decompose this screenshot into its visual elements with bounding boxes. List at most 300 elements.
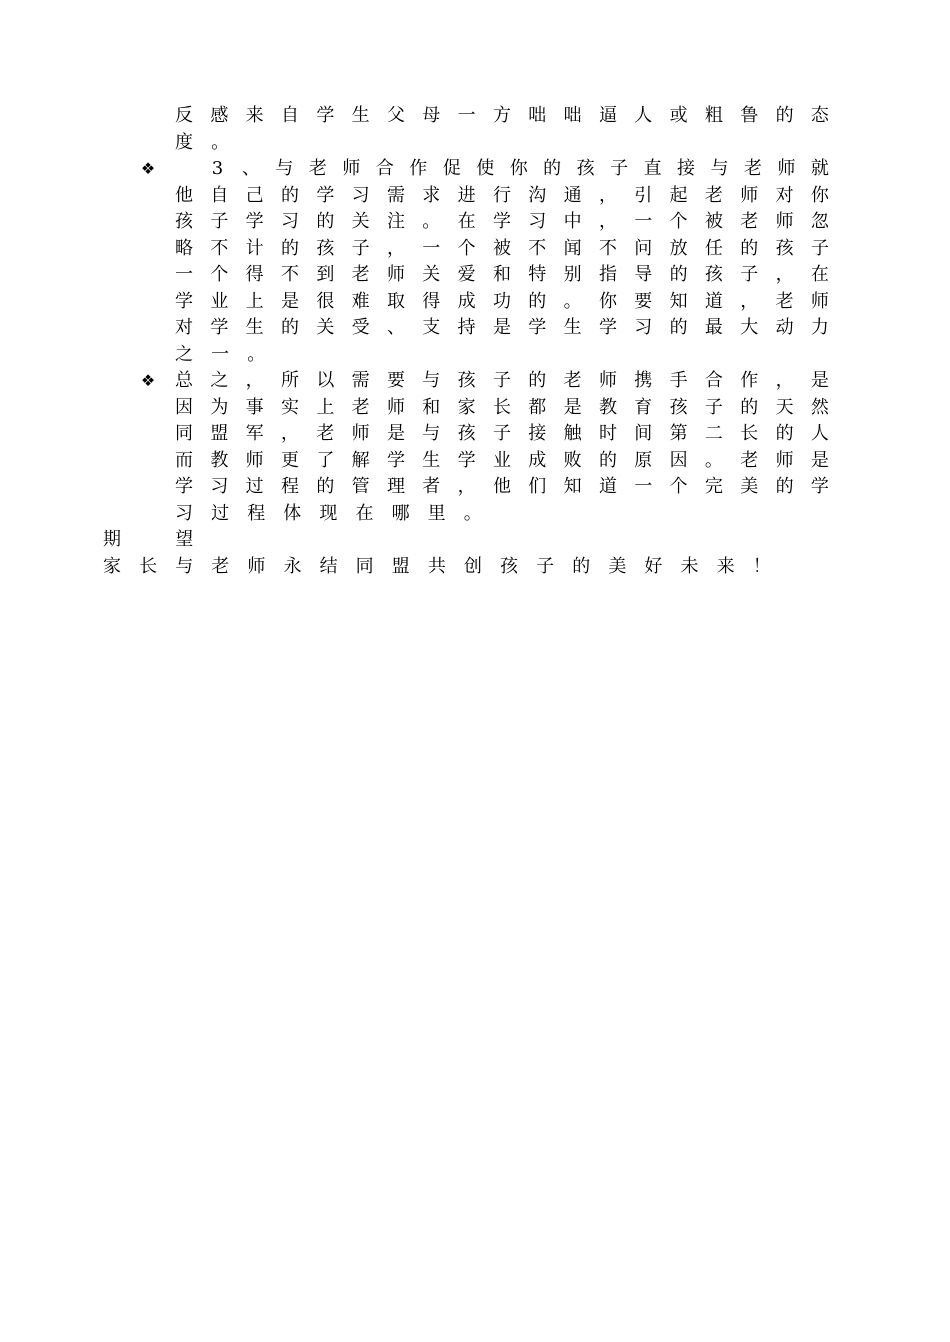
glyph: 他 — [175, 184, 193, 206]
glyph: 鲁 — [740, 105, 759, 126]
text-line — [175, 156, 829, 183]
glyph: 自 — [210, 184, 229, 206]
glyph: 难 — [351, 290, 370, 312]
text-line — [175, 183, 829, 210]
glyph: 得 — [245, 264, 264, 285]
glyph: 来 — [716, 555, 735, 577]
glyph: 上 — [245, 290, 264, 312]
glyph: 促 — [442, 158, 461, 179]
glyph: 未 — [680, 555, 699, 577]
glyph: 到 — [316, 264, 335, 285]
closing-section — [103, 527, 803, 580]
glyph: 师 — [351, 423, 370, 444]
glyph: 你 — [598, 290, 617, 312]
glyph: 子 — [704, 396, 723, 418]
glyph: 师 — [245, 449, 264, 471]
glyph: 学 — [386, 449, 405, 471]
glyph: 天 — [775, 396, 794, 418]
glyph: 学 — [210, 317, 229, 338]
glyph: 习 — [634, 317, 653, 338]
list-item-summary — [175, 368, 829, 527]
glyph: 的 — [543, 158, 562, 179]
glyph: 程 — [280, 476, 299, 497]
text-line — [175, 103, 829, 130]
glyph: 盟 — [391, 555, 410, 577]
glyph: 老 — [743, 158, 762, 179]
glyph: 关 — [422, 264, 441, 285]
glyph: 持 — [457, 317, 476, 338]
glyph: 导 — [634, 264, 653, 285]
glyph: 的 — [598, 449, 617, 471]
text-line — [175, 342, 829, 369]
glyph: 二 — [704, 423, 723, 444]
glyph: 要 — [386, 370, 405, 391]
glyph: 老 — [351, 264, 370, 285]
glyph: 同 — [355, 555, 374, 577]
glyph: 你 — [509, 158, 528, 179]
glyph: 得 — [422, 290, 441, 312]
glyph: 注 — [386, 211, 405, 232]
glyph: 不 — [528, 237, 547, 259]
glyph: 的 — [775, 476, 794, 497]
glyph: ， — [598, 211, 617, 232]
glyph: 合 — [375, 158, 394, 179]
glyph: 在 — [355, 502, 374, 524]
glyph: 或 — [669, 105, 688, 126]
glyph: 是 — [386, 423, 405, 444]
glyph: 引 — [634, 184, 653, 206]
glyph: 要 — [634, 290, 653, 312]
glyph: 来 — [245, 105, 264, 126]
glyph: 在 — [810, 264, 829, 285]
glyph: 。 — [704, 449, 723, 471]
glyph: 解 — [351, 449, 370, 471]
text-line — [175, 501, 829, 528]
glyph: 上 — [316, 396, 335, 418]
glyph: 的 — [740, 396, 759, 418]
glyph: 长 — [139, 555, 158, 577]
glyph: 子 — [740, 264, 759, 285]
glyph: 家 — [103, 555, 121, 577]
glyph: 共 — [427, 555, 446, 577]
glyph: 成 — [457, 290, 476, 312]
glyph: 与 — [422, 423, 441, 444]
glyph: ， — [457, 476, 476, 497]
text-line — [175, 289, 829, 316]
glyph: 取 — [386, 290, 405, 312]
glyph: 己 — [245, 184, 264, 206]
text-line — [175, 448, 829, 475]
glyph: 忽 — [810, 211, 829, 232]
glyph: 总 — [175, 370, 193, 391]
glyph: 事 — [245, 396, 264, 418]
glyph: 学 — [492, 211, 511, 232]
glyph: 咄 — [563, 105, 582, 126]
glyph: 间 — [634, 423, 653, 444]
glyph: 起 — [669, 184, 688, 206]
glyph: 生 — [422, 449, 441, 471]
glyph: 因 — [669, 449, 688, 471]
glyph: 同 — [175, 423, 193, 444]
diamond-bullet-icon: ❖ — [140, 159, 156, 178]
glyph: 的 — [775, 423, 794, 444]
glyph: 过 — [245, 476, 264, 497]
glyph: 孩 — [457, 370, 476, 391]
glyph: 的 — [280, 184, 299, 206]
glyph: 师 — [775, 211, 794, 232]
glyph: 携 — [634, 370, 653, 391]
glyph: 母 — [422, 105, 441, 126]
glyph: 不 — [598, 237, 617, 259]
text-line — [175, 421, 829, 448]
glyph: 的 — [572, 555, 591, 577]
glyph: 孩 — [500, 555, 519, 577]
glyph: 老 — [740, 449, 759, 471]
glyph: 的 — [316, 476, 335, 497]
glyph: 人 — [634, 105, 653, 126]
glyph: 不 — [210, 237, 229, 259]
glyph: 习 — [351, 184, 370, 206]
glyph: 孩 — [704, 264, 723, 285]
glyph: 作 — [740, 370, 759, 391]
glyph: 业 — [492, 449, 511, 471]
glyph: 度 — [175, 131, 193, 153]
glyph: 的 — [316, 211, 335, 232]
glyph: 老 — [211, 555, 230, 577]
glyph: 之 — [210, 370, 229, 391]
glyph: 功 — [492, 290, 511, 312]
glyph: 支 — [422, 317, 441, 338]
glyph: 孩 — [669, 396, 688, 418]
glyph: 第 — [669, 423, 688, 444]
glyph: 被 — [492, 237, 511, 259]
glyph — [139, 527, 157, 554]
paragraph-continuation — [175, 103, 829, 156]
glyph: 是 — [563, 396, 582, 418]
glyph: 道 — [704, 290, 723, 312]
glyph: 老 — [740, 211, 759, 232]
glyph: 子 — [492, 423, 511, 444]
glyph: 时 — [598, 423, 617, 444]
glyph: 是 — [810, 370, 829, 391]
glyph: 军 — [245, 423, 264, 444]
glyph: 3 — [211, 158, 224, 179]
glyph: 实 — [280, 396, 299, 418]
glyph: 老 — [775, 290, 794, 312]
glyph: 盟 — [210, 423, 229, 444]
glyph: 受 — [351, 317, 370, 338]
glyph: 生 — [563, 317, 582, 338]
glyph: 对 — [775, 184, 794, 206]
closing-slogan — [103, 554, 803, 581]
glyph: 放 — [669, 237, 688, 259]
diamond-bullet-icon: ❖ — [140, 371, 156, 390]
glyph: 手 — [669, 370, 688, 391]
glyph: 逼 — [598, 105, 617, 126]
glyph: 。 — [463, 502, 482, 524]
glyph: 原 — [634, 449, 653, 471]
glyph: 之 — [175, 343, 193, 365]
glyph: 过 — [211, 502, 230, 524]
glyph: 被 — [704, 211, 723, 232]
glyph: 育 — [634, 396, 653, 418]
glyph: 老 — [704, 184, 723, 206]
glyph: 为 — [210, 396, 229, 418]
glyph: 作 — [409, 158, 428, 179]
glyph: ， — [386, 237, 405, 259]
glyph: 关 — [316, 317, 335, 338]
glyph: 你 — [810, 184, 829, 206]
glyph: 所 — [280, 370, 299, 391]
glyph: 关 — [351, 211, 370, 232]
glyph: 自 — [280, 105, 299, 126]
glyph: 力 — [810, 317, 829, 338]
glyph: 子 — [610, 158, 629, 179]
glyph: 完 — [704, 476, 723, 497]
text-line — [175, 368, 829, 395]
glyph — [175, 156, 193, 183]
glyph: 的 — [669, 317, 688, 338]
glyph: 师 — [386, 264, 405, 285]
glyph: 学 — [598, 317, 617, 338]
glyph: 习 — [175, 502, 193, 524]
glyph: 师 — [247, 555, 266, 577]
glyph: 哪 — [391, 502, 410, 524]
glyph: 老 — [316, 423, 335, 444]
glyph: 需 — [351, 370, 370, 391]
glyph: 行 — [492, 184, 511, 206]
glyph: 特 — [528, 264, 547, 285]
glyph: 现 — [319, 502, 338, 524]
glyph: 个 — [210, 264, 229, 285]
glyph: 体 — [283, 502, 302, 524]
glyph: 的 — [280, 237, 299, 259]
glyph: ， — [245, 370, 264, 391]
glyph: 。 — [563, 290, 582, 312]
glyph: ， — [775, 370, 794, 391]
glyph: 学 — [316, 105, 335, 126]
glyph: 中 — [563, 211, 582, 232]
glyph: 子 — [492, 370, 511, 391]
glyph: 、 — [386, 317, 405, 338]
glyph: 最 — [704, 317, 723, 338]
glyph: 是 — [280, 290, 299, 312]
glyph: 。 — [247, 343, 266, 365]
glyph: 。 — [422, 211, 441, 232]
glyph: 和 — [422, 396, 441, 418]
glyph: 师 — [342, 158, 361, 179]
glyph: 以 — [316, 370, 335, 391]
glyph: 大 — [740, 317, 759, 338]
glyph: 粗 — [704, 105, 723, 126]
glyph: 与 — [422, 370, 441, 391]
glyph: 更 — [280, 449, 299, 471]
glyph: 、 — [241, 158, 260, 179]
glyph: 好 — [644, 555, 663, 577]
glyph: 老 — [308, 158, 327, 179]
glyph: 直 — [643, 158, 662, 179]
glyph: 通 — [563, 184, 582, 206]
glyph: 个 — [669, 476, 688, 497]
glyph: 家 — [457, 396, 476, 418]
glyph: 对 — [175, 317, 193, 338]
glyph: 指 — [598, 264, 617, 285]
glyph: 一 — [634, 476, 653, 497]
glyph: 态 — [810, 105, 829, 126]
text-line — [175, 474, 829, 501]
glyph: 任 — [704, 237, 723, 259]
glyph: 师 — [386, 396, 405, 418]
glyph: 他 — [492, 476, 511, 497]
glyph: 的 — [740, 237, 759, 259]
glyph: 父 — [386, 105, 405, 126]
glyph: 与 — [710, 158, 729, 179]
glyph: 程 — [247, 502, 266, 524]
glyph: 进 — [457, 184, 476, 206]
glyph: 一 — [634, 211, 653, 232]
glyph: 美 — [740, 476, 759, 497]
glyph: 业 — [210, 290, 229, 312]
glyph: 孩 — [175, 211, 193, 232]
glyph: ！ — [752, 555, 771, 577]
glyph: 子 — [210, 211, 229, 232]
glyph: 人 — [810, 423, 829, 444]
glyph: 孩 — [457, 423, 476, 444]
glyph: 生 — [245, 317, 264, 338]
glyph: 很 — [316, 290, 335, 312]
glyph: 是 — [492, 317, 511, 338]
glyph: 的 — [528, 290, 547, 312]
glyph: 因 — [175, 396, 193, 418]
glyph: 的 — [528, 370, 547, 391]
glyph: 闻 — [563, 237, 582, 259]
glyph: 动 — [775, 317, 794, 338]
glyph: 师 — [775, 449, 794, 471]
glyph: 计 — [245, 237, 264, 259]
glyph: 问 — [634, 237, 653, 259]
closing-heading — [103, 527, 803, 554]
glyph: 期 — [103, 529, 121, 550]
glyph: 一 — [422, 237, 441, 259]
glyph: 永 — [283, 555, 302, 577]
glyph: 望 — [175, 529, 194, 550]
glyph: 师 — [598, 370, 617, 391]
glyph: 反 — [175, 105, 193, 126]
glyph: 败 — [563, 449, 582, 471]
glyph: 孩 — [775, 237, 794, 259]
glyph: 学 — [528, 317, 547, 338]
glyph: 子 — [351, 237, 370, 259]
glyph: 创 — [463, 555, 482, 577]
glyph: 知 — [669, 290, 688, 312]
glyph: ， — [740, 290, 759, 312]
glyph: 长 — [492, 396, 511, 418]
glyph: 管 — [351, 476, 370, 497]
glyph: 接 — [528, 423, 547, 444]
glyph: 个 — [457, 237, 476, 259]
text-line — [175, 209, 829, 236]
glyph: 学 — [175, 290, 193, 312]
glyph: 们 — [528, 476, 547, 497]
glyph: 者 — [422, 476, 441, 497]
glyph: 而 — [175, 449, 193, 471]
glyph: 爱 — [457, 264, 476, 285]
glyph: 的 — [775, 105, 794, 126]
glyph: 在 — [457, 211, 476, 232]
glyph: 与 — [175, 555, 194, 577]
glyph: 和 — [492, 264, 511, 285]
glyph: 求 — [422, 184, 441, 206]
glyph: 教 — [210, 449, 229, 471]
glyph: 成 — [528, 449, 547, 471]
glyph: 学 — [175, 476, 193, 497]
glyph: 生 — [351, 105, 370, 126]
glyph: 习 — [210, 476, 229, 497]
glyph: 都 — [528, 396, 547, 418]
glyph: 需 — [386, 184, 405, 206]
glyph: 一 — [211, 343, 230, 365]
glyph: 道 — [598, 476, 617, 497]
glyph: 咄 — [528, 105, 547, 126]
glyph: 略 — [175, 237, 193, 259]
glyph: 感 — [210, 105, 229, 126]
glyph: 子 — [536, 555, 555, 577]
glyph: 合 — [704, 370, 723, 391]
glyph: 知 — [563, 476, 582, 497]
glyph: 是 — [810, 449, 829, 471]
glyph: 子 — [810, 237, 829, 259]
text-line — [175, 130, 829, 157]
glyph: 一 — [457, 105, 476, 126]
glyph: 沟 — [528, 184, 547, 206]
glyph: 长 — [740, 423, 759, 444]
glyph: 结 — [319, 555, 338, 577]
glyph: 方 — [492, 105, 511, 126]
glyph: 老 — [351, 396, 370, 418]
glyph: 理 — [386, 476, 405, 497]
glyph: 的 — [669, 264, 688, 285]
glyph: ， — [280, 423, 299, 444]
glyph: 习 — [528, 211, 547, 232]
list-item-point-3 — [175, 156, 829, 368]
glyph: 师 — [740, 184, 759, 206]
glyph: 。 — [211, 131, 230, 153]
text-line — [175, 395, 829, 422]
glyph: 一 — [175, 264, 193, 285]
glyph: 孩 — [576, 158, 595, 179]
glyph: 教 — [598, 396, 617, 418]
glyph: 触 — [563, 423, 582, 444]
glyph: 师 — [777, 158, 796, 179]
glyph: 然 — [810, 396, 829, 418]
glyph: 学 — [810, 476, 829, 497]
glyph: 孩 — [316, 237, 335, 259]
text-line — [175, 262, 829, 289]
glyph: 就 — [810, 158, 829, 179]
glyph: ， — [775, 264, 794, 285]
glyph: 学 — [457, 449, 476, 471]
glyph: 接 — [677, 158, 696, 179]
glyph: 学 — [245, 211, 264, 232]
glyph: 习 — [280, 211, 299, 232]
glyph: 了 — [316, 449, 335, 471]
glyph: 老 — [563, 370, 582, 391]
text-line — [175, 236, 829, 263]
glyph: 与 — [275, 158, 294, 179]
glyph: 学 — [316, 184, 335, 206]
glyph: ， — [598, 184, 617, 206]
glyph: 个 — [669, 211, 688, 232]
